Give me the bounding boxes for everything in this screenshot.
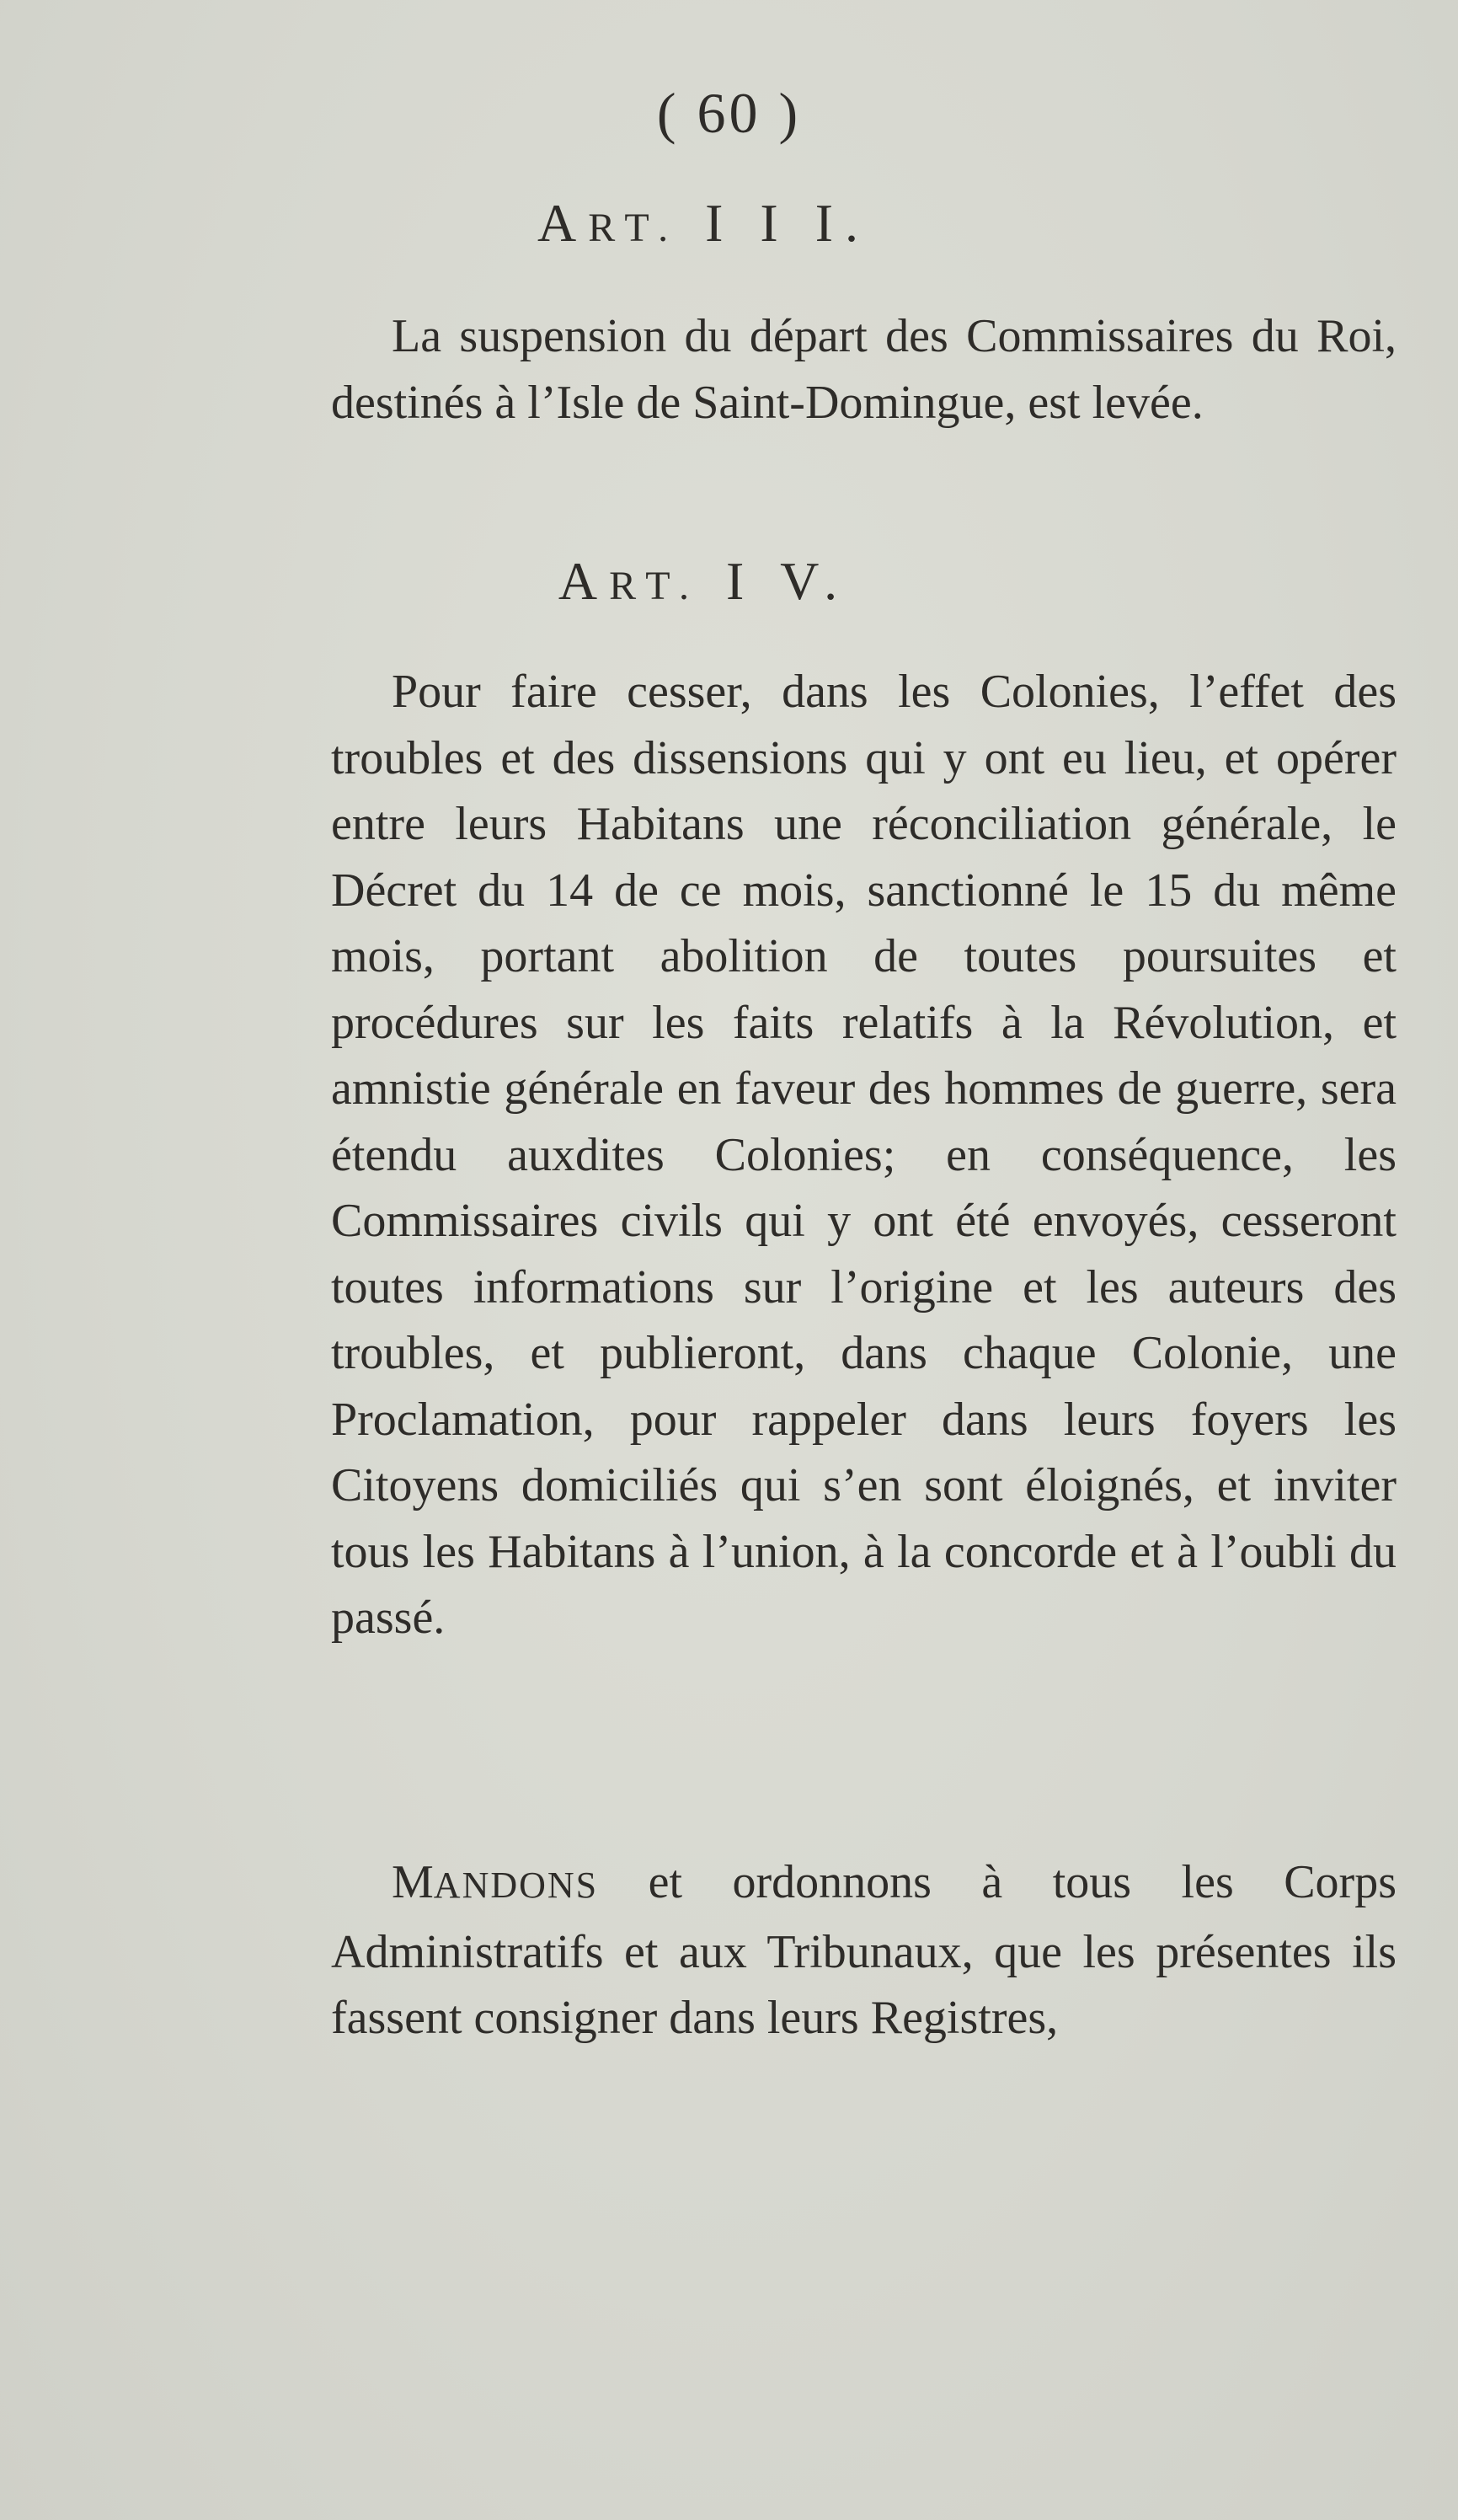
page-number: ( 60 ) [656,81,802,145]
closing-paragraph [331,1849,1397,2052]
article-3-body [331,303,1397,436]
article-4-heading [0,550,1433,613]
article-3-heading-number: I I I. [705,193,871,253]
closing-lead-initial: M [392,1856,434,1908]
article-4-heading-initial: A [558,551,610,611]
closing-lead-smallcaps: ANDONS [433,1865,599,1906]
article-4-heading-number: I V. [725,551,850,611]
closing-text: et ordonnons à tous les Corps Administratifs et aux Tribunaux, que les présentes ils fassent consigner dans leurs Registres, [331,1856,1397,2044]
article-4-paragraph: Pour faire cesser, dans les Colonies, l’effet des troubles et des dissensions qui y ont eu lieu, et opérer entre leurs Habitans une réconciliation générale, le Décret du 14 de ce mois, sanctionné le 15 du même mois, portant abolition de toutes poursuites et procédures sur les faits relatifs à la Révolution, et amnistie générale en faveur des hommes de guerre, sera étendu auxdites Colonies; en conséquence, les Commissaires civils qui y ont été envoyés, cesseront toutes informations sur l’origine et les auteurs des troubles, et publieront, dans chaque Colonie, une Proclamation, pour rappeler dans leurs foyers les Citoyens domiciliés qui s’en sont éloignés, et inviter tous les Habitans à l’union, à la concorde et à l’oubli du passé. [331,666,1397,1644]
article-4-heading-smallcaps: RT. [609,564,701,608]
closing-body [331,1849,1397,2052]
article-3-heading [0,192,1433,254]
article-4-body [331,659,1397,1651]
article-3-paragraph: La suspension du départ des Commissaires du Roi, destinés à l’Isle de Saint-Domingue, est levée. [331,310,1397,429]
article-3-heading-smallcaps: RT. [588,206,681,250]
article-3-heading-initial: A [537,193,589,253]
